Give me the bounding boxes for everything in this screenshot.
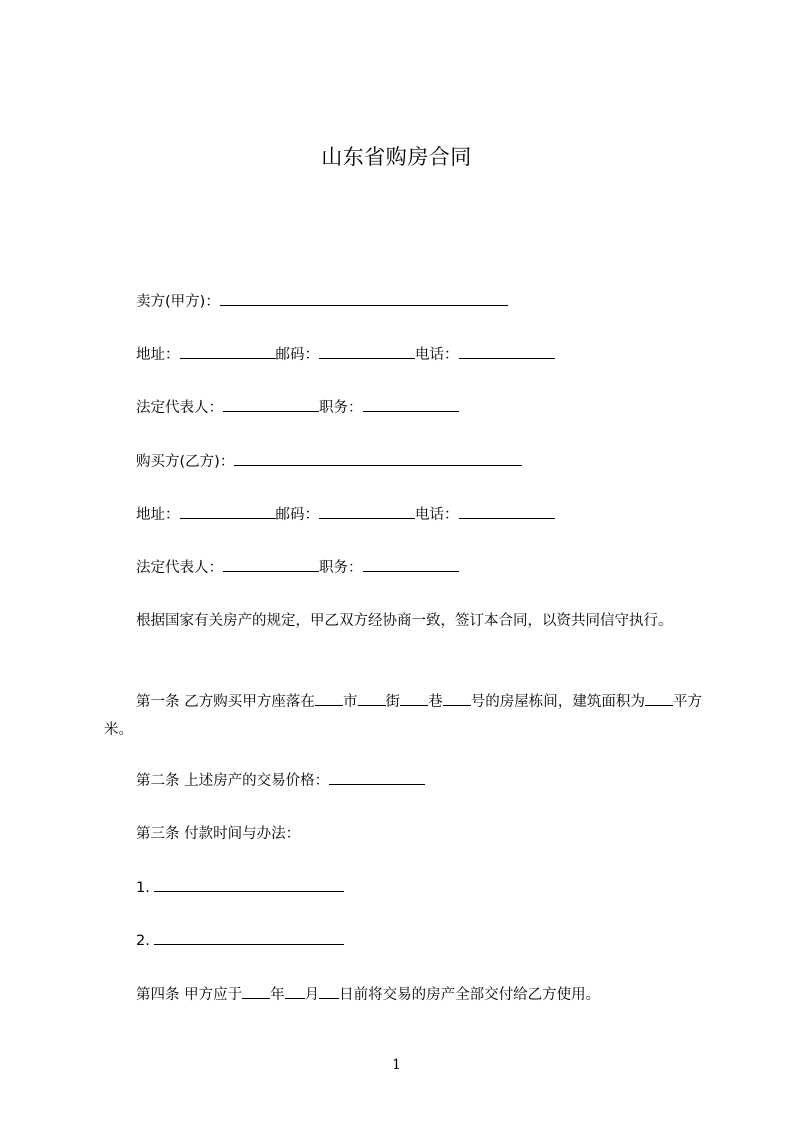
payment-item-1-number: 1. bbox=[136, 880, 150, 896]
buyer-legal-rep-label: 法定代表人： bbox=[136, 560, 223, 576]
seller-rep-line bbox=[136, 398, 459, 418]
seller-line bbox=[136, 292, 508, 312]
number-blank bbox=[443, 692, 471, 706]
buyer-phone-label: 电话： bbox=[415, 507, 459, 523]
document-title: 山东省购房合同 bbox=[321, 145, 472, 169]
article-2-text: 第二条 上述房产的交易价格： bbox=[136, 773, 330, 789]
city-blank bbox=[315, 692, 343, 706]
seller-legal-rep-blank bbox=[223, 398, 319, 412]
article-1-text-5: 号的房屋栋间，建筑面积为 bbox=[470, 694, 645, 710]
article-4-text-4: 日前将交易的房产全部交付给乙方使用。 bbox=[339, 987, 601, 1003]
year-blank bbox=[242, 985, 270, 999]
article-4-text-2: 年 bbox=[270, 987, 285, 1003]
buyer-position-label: 职务： bbox=[319, 560, 363, 576]
seller-postcode-label: 邮码： bbox=[275, 347, 319, 363]
price-blank bbox=[329, 771, 425, 785]
buyer-postcode-blank bbox=[319, 505, 415, 519]
article-1-text-3: 街 bbox=[385, 694, 401, 710]
buyer-phone-blank bbox=[459, 505, 555, 519]
day-blank bbox=[319, 985, 339, 999]
seller-phone-blank bbox=[459, 345, 555, 359]
seller-legal-rep-label: 法定代表人： bbox=[136, 400, 223, 416]
buyer-legal-rep-blank bbox=[223, 558, 319, 572]
seller-address-label: 地址： bbox=[136, 347, 180, 363]
article-1-text-1: 第一条 乙方购买甲方座落在 bbox=[136, 694, 315, 710]
article-4-line bbox=[136, 985, 600, 1005]
seller-phone-label: 电话： bbox=[415, 347, 459, 363]
article-1-paragraph bbox=[104, 688, 702, 744]
seller-postcode-blank bbox=[319, 345, 415, 359]
buyer-postcode-label: 邮码： bbox=[275, 507, 319, 523]
seller-position-label: 职务： bbox=[319, 400, 363, 416]
payment-item-1 bbox=[136, 878, 344, 898]
payment-item-2-number: 2. bbox=[136, 933, 150, 949]
payment-item-2 bbox=[136, 931, 344, 951]
seller-position-blank bbox=[363, 398, 459, 412]
payment-item-1-blank bbox=[154, 878, 344, 892]
street-blank bbox=[358, 692, 386, 706]
payment-item-2-blank bbox=[154, 931, 344, 945]
article-3-line bbox=[136, 824, 300, 844]
article-4-text-1: 第四条 甲方应于 bbox=[136, 987, 243, 1003]
buyer-blank bbox=[234, 452, 522, 466]
article-1-text-2: 市 bbox=[342, 694, 358, 710]
article-1-text-6: 平方米。 bbox=[104, 694, 703, 738]
article-3-text: 第三条 付款时间与办法： bbox=[136, 826, 301, 842]
buyer-label: 购买方(乙方)： bbox=[136, 454, 235, 470]
page-number: 1 bbox=[392, 1057, 401, 1073]
preamble-paragraph: 根据国家有关房产的规定，甲乙双方经协商一致，签订本合同，以资共同信守执行。 bbox=[136, 613, 673, 629]
seller-contact-line bbox=[136, 345, 555, 365]
buyer-address-blank bbox=[180, 505, 276, 519]
buyer-line bbox=[136, 452, 522, 472]
buyer-position-blank bbox=[363, 558, 459, 572]
seller-label: 卖方(甲方)： bbox=[136, 294, 220, 310]
month-blank bbox=[285, 985, 305, 999]
article-2-line bbox=[136, 771, 425, 791]
lane-blank bbox=[400, 692, 428, 706]
article-4-text-3: 月 bbox=[304, 987, 320, 1003]
buyer-address-label: 地址： bbox=[136, 507, 180, 523]
area-blank bbox=[645, 692, 673, 706]
buyer-rep-line bbox=[136, 558, 459, 578]
seller-blank bbox=[220, 292, 508, 306]
article-1-text-4: 巷 bbox=[428, 694, 443, 710]
buyer-contact-line bbox=[136, 505, 555, 525]
seller-address-blank bbox=[180, 345, 276, 359]
